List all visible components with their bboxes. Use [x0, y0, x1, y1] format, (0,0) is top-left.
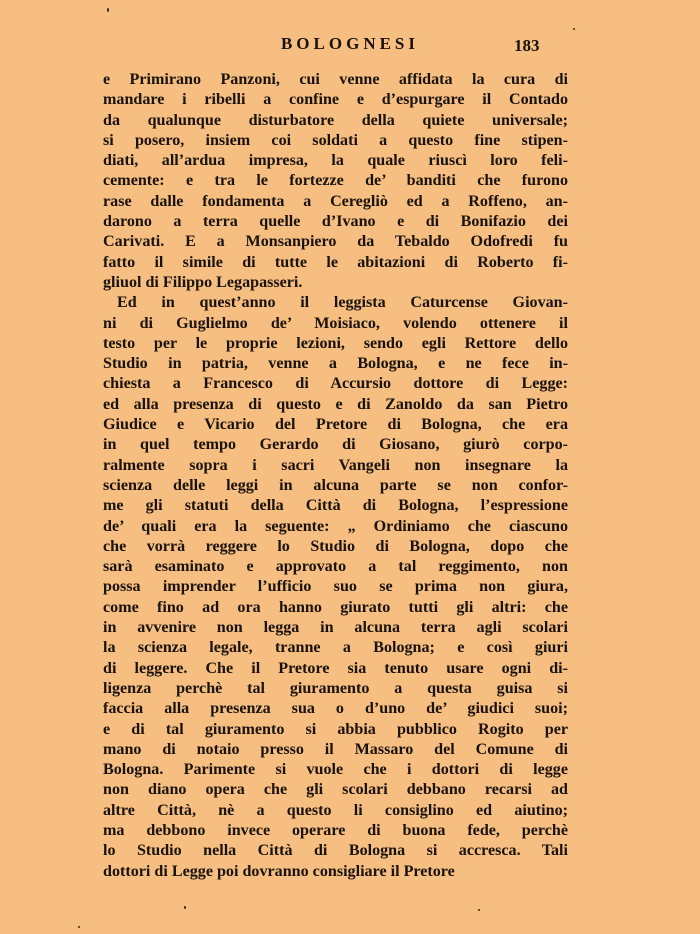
text-line: darono a terra quelle d’Ivano e di Bonifazio dei — [103, 213, 568, 231]
text-line: me gli statuti della Città di Bologna, l’espressione — [103, 497, 568, 515]
text-line: non diano opera che gli scolari debbano recarsi ad — [103, 781, 568, 799]
paragraph-end-line: gliuol di Filippo Legapasseri. — [103, 273, 303, 291]
text-line: testo per le proprie lezioni, sendo egli Rettore dello — [103, 334, 568, 352]
text-line: si posero, insiem coi soldati a questo fine stipen- — [103, 131, 568, 149]
text-line: chiesta a Francesco di Accursio dottore di Legge: — [103, 375, 568, 393]
text-line: altre Città, nè a questo li consiglino ed aiutino; — [103, 801, 568, 819]
text-line: e Primirano Panzoni, cui venne affidata la cura di — [103, 71, 568, 88]
paper-speck — [573, 28, 575, 30]
text-line: rase dalle fondamenta a Ceregliò ed a Roffeno, an- — [103, 192, 568, 210]
text-line: dottori di Legge poi dovranno consigliare il Pretore — [103, 862, 455, 880]
page-number: 183 — [514, 36, 540, 55]
text-line: faccia alla presenza sua o d’uno de’ giudici suoi; — [103, 700, 568, 718]
text-line: ligenza perchè tal giuramento a questa guisa si — [103, 679, 568, 697]
text-line: in quel tempo Gerardo di Giosano, giurò corpo- — [103, 436, 568, 454]
text-line: possa imprender l’ufficio suo se prima non giura, — [103, 578, 568, 596]
text-line: in avvenire non legga in alcuna terra agli scolari — [103, 619, 568, 637]
text-line: la scienza legale, tranne a Bologna; e così giuri — [103, 639, 568, 657]
text-line: lo Studio nella Città di Bologna si accresca. Tali — [103, 842, 568, 860]
text-line: fatto il simile di tutte le abitazioni di Roberto fi- — [103, 253, 568, 271]
paper-speck — [78, 926, 80, 928]
text-line: mandare i ribelli a confine e d’espurgare il Contado — [103, 91, 568, 109]
text-line: ed alla presenza di questo e di Zanoldo da san Pietro — [103, 395, 568, 413]
body-text — [103, 70, 568, 882]
paper-speck — [184, 906, 186, 909]
text-line: sarà esaminato e approvato a tal reggimento, non — [103, 558, 568, 576]
text-line: ralmente sopra i sacri Vangeli non insegnare la — [103, 456, 568, 474]
text-line: Studio in patria, venne a Bologna, e ne fece in- — [103, 355, 568, 373]
text-line: ni di Guglielmo de’ Moisiaco, volendo ottenere il — [103, 314, 568, 332]
text-line: Giudice e Vicario del Pretore di Bologna, che era — [103, 416, 568, 434]
running-title: BOLOGNESI — [280, 34, 420, 53]
text-line: ma debbono invece operare di buona fede, perchè — [103, 821, 568, 839]
text-line: e di tal giuramento si abbia pubblico Rogito per — [103, 720, 568, 738]
text-line: che vorrà reggere lo Studio di Bologna, dopo che — [103, 537, 568, 555]
text-line: Carivati. E a Monsanpiero da Tebaldo Odofredi fu — [103, 233, 568, 251]
text-line: diati, all’ardua impresa, la quale riuscì loro feli- — [103, 152, 568, 170]
paper-speck — [478, 909, 480, 911]
text-line: mano di notaio presso il Massaro del Comune di — [103, 740, 568, 758]
text-line: come fino ad ora hanno giurato tutti gli altri: che — [103, 598, 568, 616]
text-line: de’ quali era la seguente: „ Ordiniamo che ciascuno — [103, 517, 568, 535]
text-line: scienza delle leggi in alcuna parte se non confor- — [103, 476, 568, 494]
text-line: cemente: e tra le fortezze de’ banditi che furono — [103, 172, 568, 190]
text-line: da qualunque disturbatore della quiete universale; — [103, 111, 568, 129]
text-line: Bologna. Parimente si vuole che i dottori di legge — [103, 761, 568, 779]
paragraph-first-line: Ed in quest’anno il leggista Caturcense Giovan- — [117, 294, 568, 312]
paper-speck — [107, 8, 109, 12]
text-line: di leggere. Che il Pretore sia tenuto usare ogni di- — [103, 659, 568, 677]
